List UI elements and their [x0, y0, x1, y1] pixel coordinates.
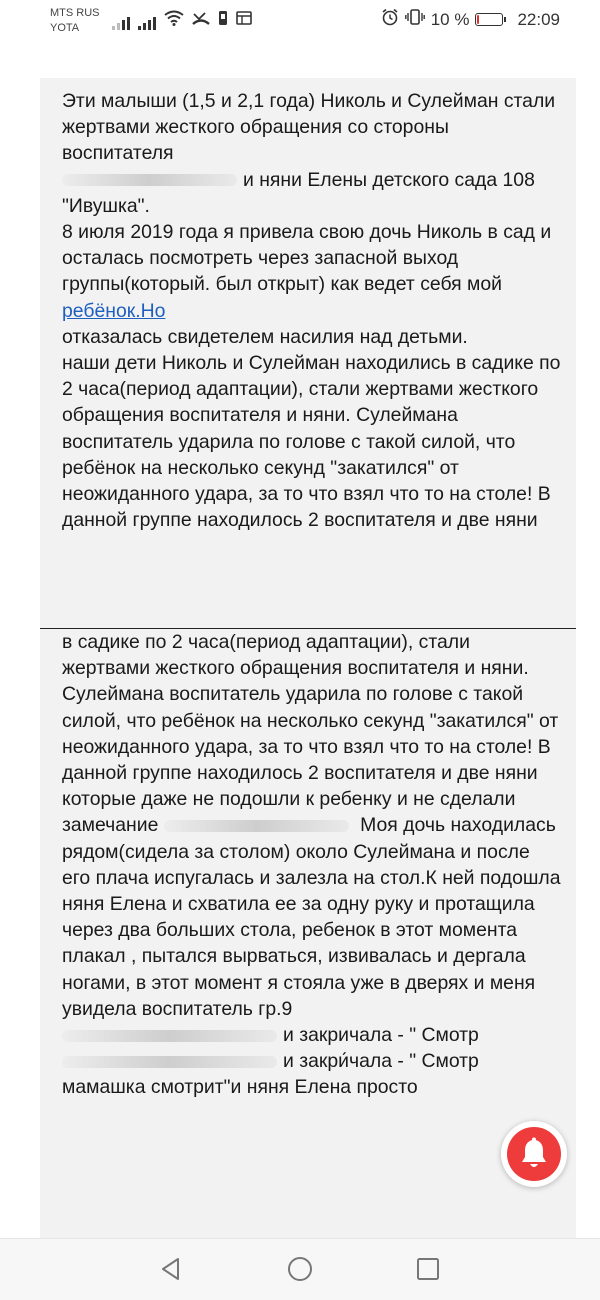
- sim-icon: [218, 10, 228, 30]
- redacted-name: [62, 1056, 277, 1068]
- vibrate-icon: [405, 8, 425, 31]
- carrier-line-1: MTS RUS: [50, 7, 100, 19]
- home-button[interactable]: [280, 1253, 320, 1285]
- back-button[interactable]: [151, 1253, 191, 1285]
- clock: 22:09: [517, 9, 560, 29]
- redacted-name: [164, 820, 349, 832]
- bell-icon: [518, 1137, 550, 1171]
- carrier-name: [50, 6, 100, 36]
- article-text: Эти малыши (1,5 и 2,1 года) Николь и Сулейман стали жертвами жесткого обращения со стороны воспитателя: [62, 90, 556, 165]
- status-icons-right: [381, 8, 560, 31]
- article-link[interactable]: ребёнок.Но: [62, 299, 166, 322]
- missed-call-icon: [192, 10, 210, 30]
- gallery-icon: [236, 10, 252, 30]
- carrier-line-2: YOTA: [50, 22, 80, 34]
- navigation-bar: [0, 1238, 600, 1300]
- article-text: отказалась свидетелем насилия над детьми. наши дети Николь и Сулейман находились в садике по 2 часа(период адаптации), стали жертвами жесткого обращения воспитателя и няни. Сулеймана воспитатель ударила по голове с такой силой, что ребёнок на несколько секунд "закатился" от неожиданного удара, за то что взял что то на столе! В данной группе находилось 2 воспитателя и две няни: [62, 325, 561, 532]
- signal-icon: [112, 14, 130, 30]
- article-text: в садике по 2 часа(период адаптации), стали жертвами жесткого обращения воспитателя и няни. Сулеймана воспитатель ударила по голове с такой силой, что ребёнок на несколько секунд "закатился" от неожиданного удара, за то что взял что то на столе! В данной группе находилось 2 воспитателя и две няни которые даже не подошли к ребенку и не сделали замечание: [62, 631, 559, 837]
- signal-icon: [138, 14, 156, 30]
- battery-percent: 10 %: [430, 9, 470, 29]
- status-icons-left: [112, 10, 252, 30]
- back-icon: [158, 1256, 184, 1282]
- status-bar: [0, 0, 600, 44]
- redacted-name: [62, 174, 237, 186]
- recent-apps-icon: [416, 1257, 440, 1281]
- article-text-block-2: [62, 629, 562, 1101]
- article-card: [40, 78, 576, 1238]
- recent-apps-button[interactable]: [408, 1253, 448, 1285]
- article-text: и закричала - " Смотр: [283, 1024, 479, 1047]
- bell-icon-background: [507, 1127, 561, 1181]
- notification-bell-button[interactable]: [501, 1121, 567, 1187]
- article-text: Моя дочь находилась рядом(сидела за столом) около Сулеймана и после его плача испугалась и залезла на стол.К ней подошла няня Елена и схватила ее за одну руку и протащила через два больших стола, ребенок в этот момента плакал , пытался вырваться, извивалась и дергала ногами, в этот момент я стояла уже в дверях и меня увидела воспитатель гр.9: [62, 814, 561, 1020]
- wifi-icon: [164, 10, 184, 30]
- home-icon: [286, 1255, 314, 1283]
- redacted-name: [62, 1030, 277, 1042]
- article-text: и няни Елены детского сада 108 "Ивушка". 8 июля 2019 года я привела свою дочь Николь в сад и осталась посмотреть через запасной выход группы(который. был открыт) как ведет себя мой: [62, 168, 552, 296]
- alarm-icon: [381, 8, 399, 31]
- battery-icon: [475, 13, 503, 26]
- article-text-block-1: [62, 88, 562, 533]
- article-text: и закри́чала - " Смотр мамашка смотрит"и няня Елена просто: [62, 1050, 479, 1099]
